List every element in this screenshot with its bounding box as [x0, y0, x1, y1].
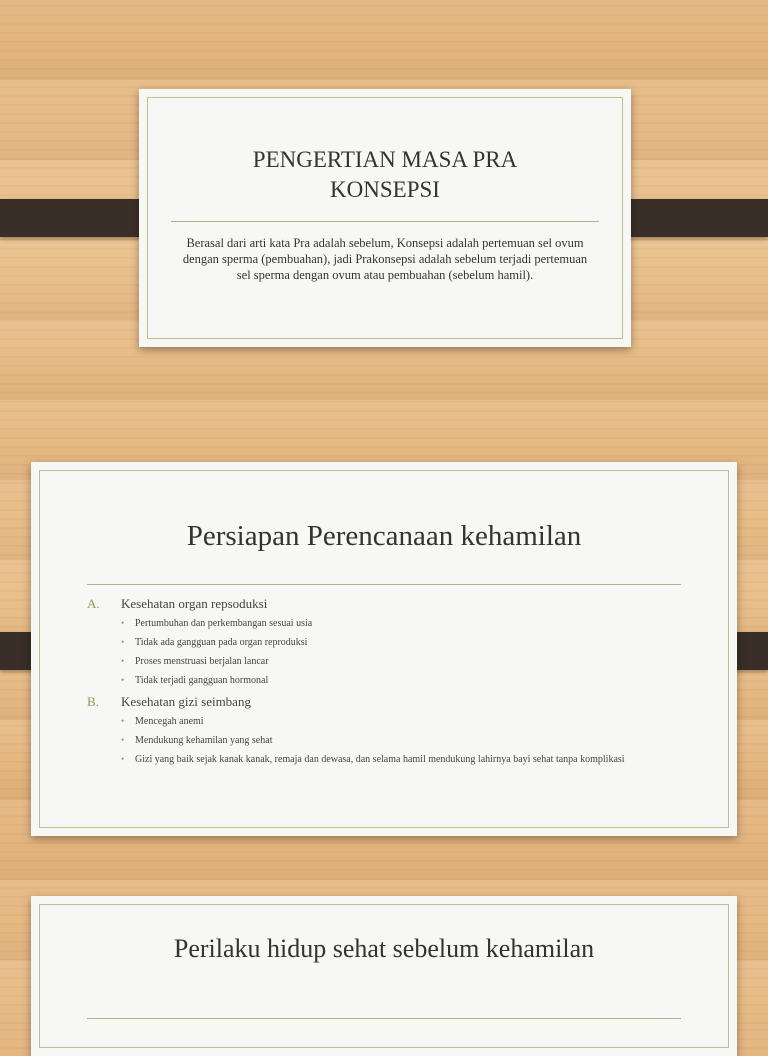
- title-divider: [87, 1018, 681, 1019]
- list-subitem-label: Pertumbuhan dan perkembangan sesuai usia: [135, 618, 313, 629]
- bullet-icon: •: [121, 656, 125, 666]
- list-subitem-label: Tidak ada gangguan pada organ reproduksi: [135, 637, 308, 648]
- list-subitem: [121, 716, 687, 727]
- slide-frame: [39, 904, 729, 1048]
- list-subitem: [121, 675, 687, 686]
- slide-body-text: Berasal dari arti kata Pra adalah sebelum, Konsepsi adalah pertemuan sel ovum dengan sperma (pembuahan), jadi Prakonsepsi adalah sebelum terjadi pertemuan sel sperma dengan ovum atau pembuahan (sebelum hamil).: [182, 236, 588, 282]
- bullet-icon: •: [121, 618, 125, 628]
- list-subitem-label: Proses menstruasi berjalan lancar: [135, 656, 269, 667]
- slide-title: Perilaku hidup sehat sebelum kehamilan: [173, 934, 595, 963]
- decorative-band: [0, 199, 156, 237]
- list-item: [87, 694, 687, 710]
- bullet-icon: •: [121, 675, 125, 685]
- list-subitem-label: Mendukung kehamilan yang sehat: [135, 735, 273, 746]
- list-marker: B.: [87, 694, 99, 709]
- list-item: [87, 596, 687, 612]
- slide-3: [31, 896, 737, 1056]
- list-marker: A.: [87, 596, 100, 611]
- list-subitem-label: Tidak terjadi gangguan hormonal: [135, 675, 269, 686]
- slide-frame: [147, 97, 623, 339]
- list-subitem: [121, 637, 687, 648]
- list-subitem: [121, 618, 687, 629]
- bullet-list: [87, 596, 687, 773]
- list-subitem: [121, 735, 687, 746]
- list-subitem: [121, 656, 687, 667]
- slide-1: [139, 89, 631, 347]
- slide-title: PENGERTIAN MASA PRA KONSEPSI: [252, 147, 518, 202]
- bullet-icon: •: [121, 637, 125, 647]
- list-subitem: [121, 754, 687, 765]
- title-divider: [171, 221, 599, 222]
- decorative-band: [612, 199, 768, 237]
- bullet-icon: •: [121, 735, 125, 745]
- title-divider: [87, 584, 681, 585]
- list-item-label: Kesehatan gizi seimbang: [121, 694, 251, 709]
- list-subitem-label: Mencegah anemi: [135, 716, 204, 727]
- bullet-icon: •: [121, 754, 125, 764]
- slide-title: Persiapan Perencanaan kehamilan: [186, 520, 582, 552]
- list-item-label: Kesehatan organ repsoduksi: [121, 596, 268, 611]
- slide-2: [31, 462, 737, 836]
- bullet-icon: •: [121, 716, 125, 726]
- list-subitem-label: Gizi yang baik sejak kanak kanak, remaja dan dewasa, dan selama hamil mendukung lahirnya bayi sehat tanpa komplikasi: [135, 754, 625, 765]
